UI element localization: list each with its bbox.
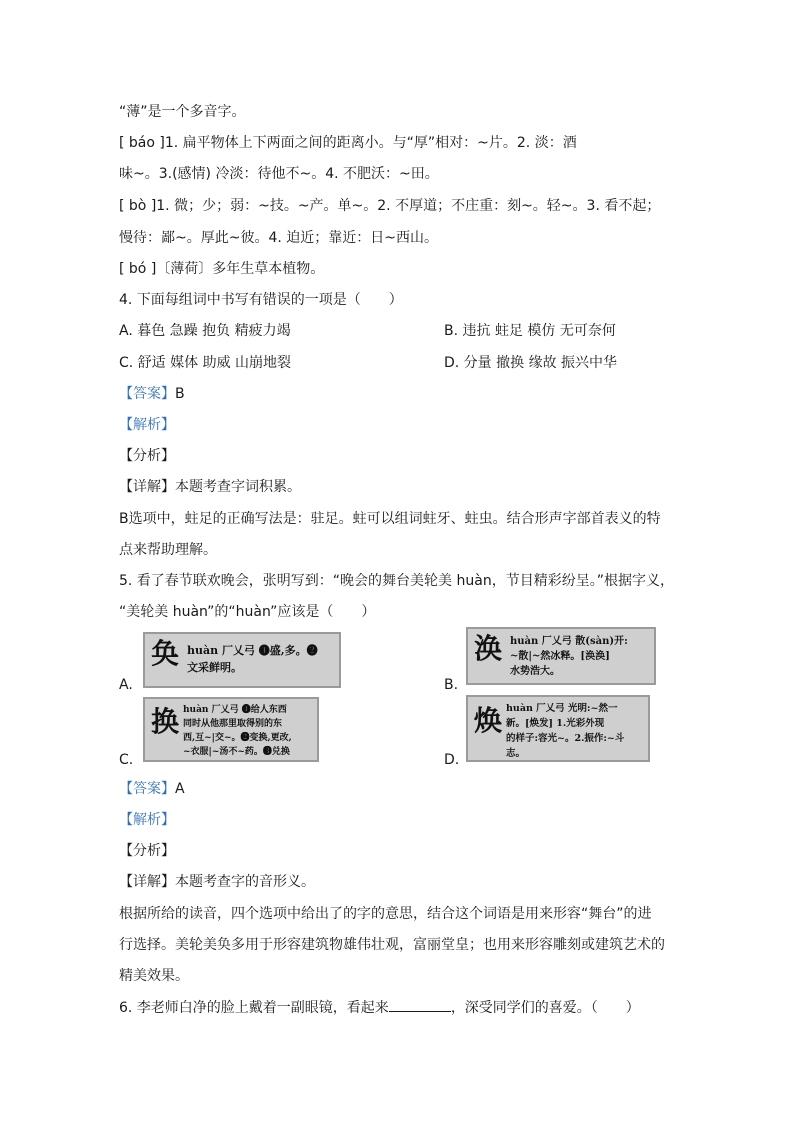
- question-5: 5. 看了春节联欢晚会，张明写到：“晚会的舞台美轮美 huàn，节目精彩纷呈。”根据字义，: [119, 573, 674, 589]
- q5-fenxi-tag: 【分析】: [119, 843, 175, 859]
- dict-char: 焕: [474, 704, 503, 737]
- detail-tag: 【详解】: [119, 874, 175, 890]
- q4-option-d: D. 分量 撤换 缘故 振兴中华: [444, 355, 618, 371]
- q4-detail: [119, 477, 301, 497]
- q4-option-c: C. 舒适 媒体 助威 山崩地裂: [119, 355, 292, 371]
- q4-option-b: B. 违抗 蛀足 模仿 无可奈何: [444, 323, 616, 339]
- answer-value: B: [175, 386, 185, 402]
- text-line: “薄”是一个多音字。: [119, 104, 246, 120]
- dictionary-image-c: [143, 697, 319, 762]
- q4-option-a: A. 暮色 急躁 抱负 精疲力竭: [119, 323, 291, 339]
- q5-option-a-label: A.: [119, 677, 133, 693]
- text-line: [ bó ]〔薄荷〕多年生草本植物。: [119, 261, 325, 277]
- q4-explain-line: 点来帮助理解。: [119, 542, 217, 558]
- text-line: [ báo ]1. 扁平物体上下两面之间的距离小。与“厚”相对：~片。2. 淡：酒: [119, 135, 577, 151]
- question-6: [119, 997, 640, 1018]
- q5-option-d-label: D.: [444, 752, 460, 768]
- text-line: 慢待：鄙~。厚此~彼。4. 迫近；靠近：日~西山。: [119, 230, 438, 246]
- dictionary-image-a: [143, 632, 341, 688]
- answer-tag: 【答案】: [119, 386, 175, 402]
- detail-text: 本题考查字的音形义。: [175, 874, 315, 890]
- q4-analysis-tag: 【解析】: [119, 417, 175, 433]
- dict-entry: huàn 厂乂弓 光明:~然一 新。[焕发] 1.光彩外现 的样子:容光~。2.振作:~斗 志。: [506, 703, 625, 759]
- q5-explain-line: 行选择。美轮美奂多用于形容建筑物雄伟壮观，富丽堂皇；也用来形容雕刻或建筑艺术的: [119, 937, 665, 953]
- q4-explain-line: B选项中，蛀足的正确写法是：驻足。蛀可以组词蛀牙、蛀虫。结合形声字部首表义的特: [119, 511, 661, 527]
- q5-analysis-tag: 【解析】: [119, 812, 175, 828]
- dictionary-image-b: [466, 627, 656, 685]
- q5-option-c-label: C.: [119, 752, 134, 768]
- q5-option-b-label: B.: [444, 677, 459, 693]
- answer-value: A: [175, 781, 185, 797]
- question-4: 4. 下面每组词中书写有错误的一项是（ ）: [119, 292, 403, 308]
- dict-char: 涣: [474, 632, 503, 665]
- q5-answer: [119, 779, 185, 799]
- answer-tag: 【答案】: [119, 781, 175, 797]
- text-line: [ bò ]1. 微；少；弱：~技。~产。单~。2. 不厚道；不庄重：刻~。轻~。3. 看不起；: [119, 198, 661, 214]
- dict-char: 换: [151, 705, 180, 738]
- q5-detail: [119, 872, 315, 892]
- dict-entry: huàn 厂乂弓 ❶盛,多。❷ 文采鲜明。: [187, 644, 318, 674]
- question-6-start: 6. 李老师白净的脸上戴着一副眼镜，看起来: [119, 1000, 389, 1016]
- detail-tag: 【详解】: [119, 479, 175, 495]
- question-5-line2: “美轮美 huàn”的“huàn”应该是（ ）: [119, 604, 376, 620]
- dict-entry: huàn 厂乂弓 散(sàn)开: ~散|~然冰释。[涣涣] 水势浩大。: [510, 636, 628, 677]
- detail-text: 本题考查字词积累。: [175, 479, 301, 495]
- fill-blank: [389, 997, 451, 1012]
- dictionary-image-d: [466, 695, 650, 762]
- dict-char: 奂: [151, 637, 180, 670]
- q4-fenxi-tag: 【分析】: [119, 448, 175, 464]
- question-6-end: ，深受同学们的喜爱。（ ）: [450, 1000, 640, 1016]
- q5-explain-line: 根据所给的读音，四个选项中给出了的字的意思，结合这个词语是用来形容“舞台”的进: [119, 906, 652, 922]
- q4-answer: [119, 384, 185, 404]
- q5-explain-line: 精美效果。: [119, 968, 189, 984]
- text-line: 味~。3.(感情) 冷淡：待他不~。4. 不肥沃：~田。: [119, 166, 439, 182]
- dict-entry: huàn 厂乂弓 ❶给人东西 同时从他那里取得别的东 西,互~|交~。❷变换,更改, ~衣服|~汤不~药。❸兑换: [183, 705, 292, 757]
